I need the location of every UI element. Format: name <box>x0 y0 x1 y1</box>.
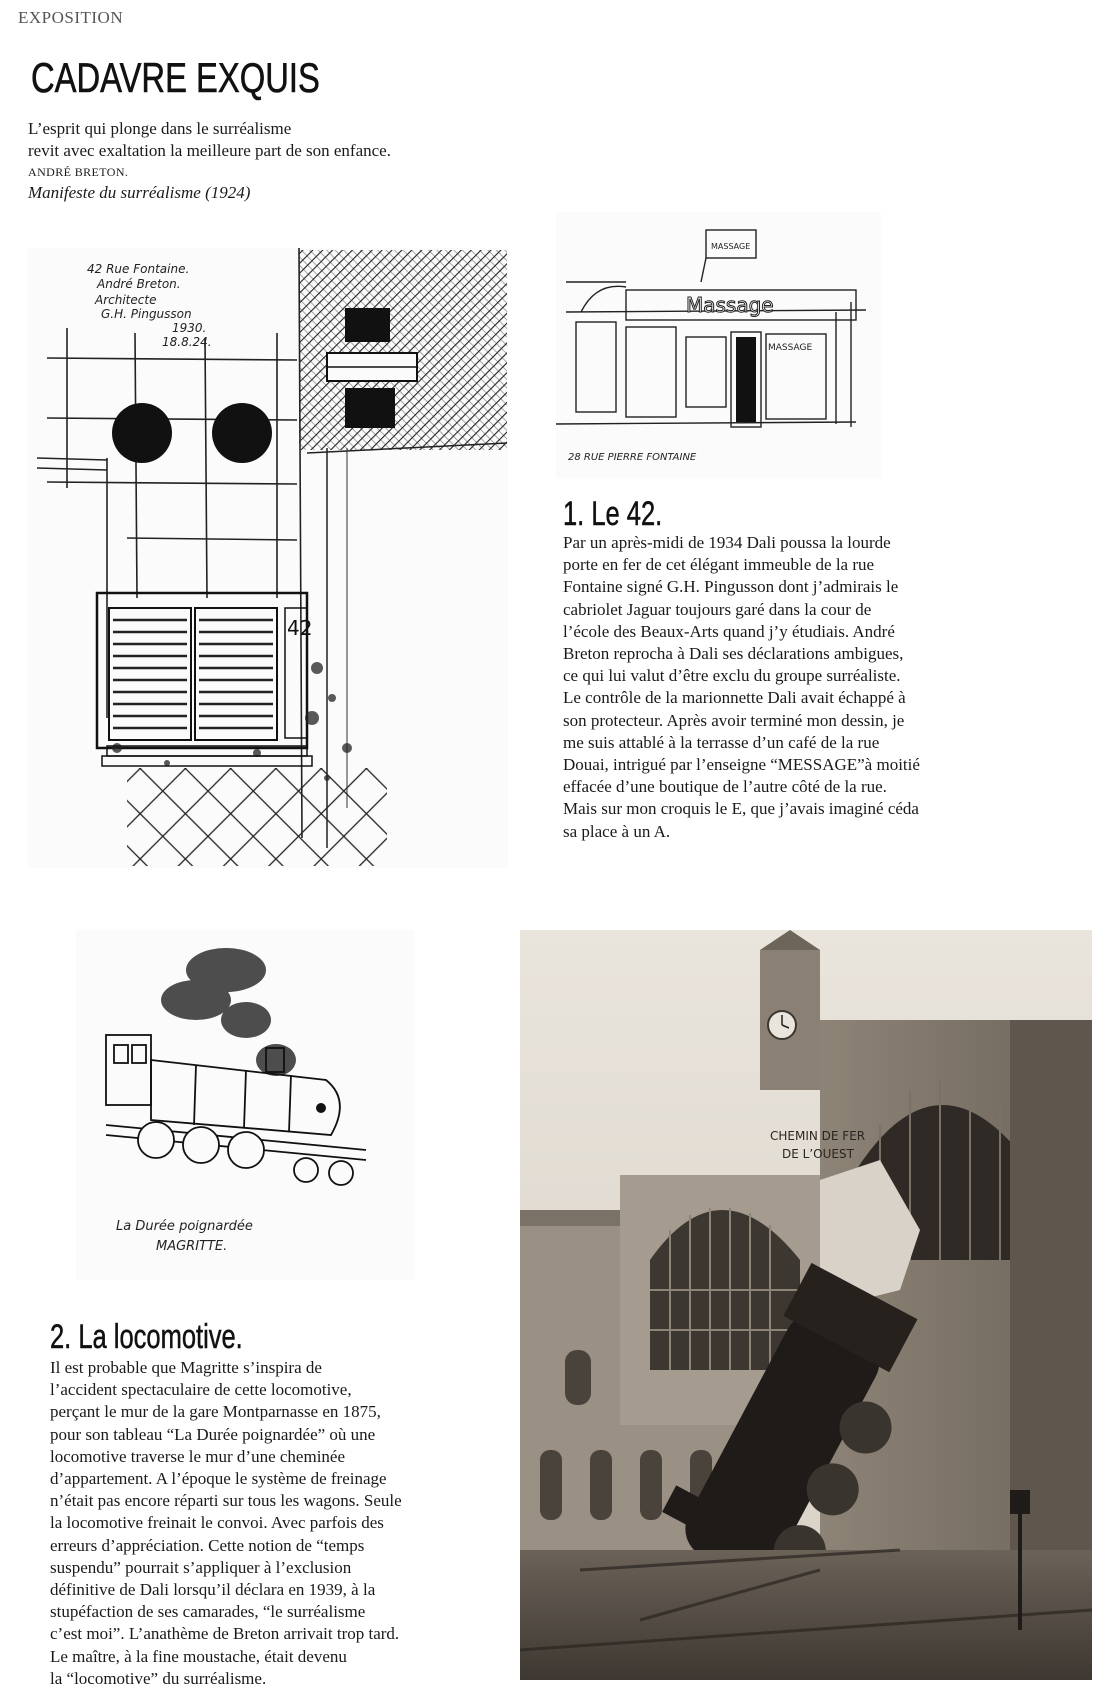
section2-line: erreurs d’appréciation. Cette notion de “temps <box>50 1535 365 1555</box>
section2-line: l’accident spectaculaire de cette locomotive, <box>50 1380 352 1400</box>
section1-line: me suis attablé à la terrasse d’un café de la rue <box>563 732 880 752</box>
train-caption-line-2: MAGRITTE. <box>156 1239 228 1254</box>
massage-shop-drawing <box>556 212 881 478</box>
section2-line: d’appartement. A l’époque le système de freinage <box>50 1469 387 1489</box>
small-sign-top: MASSAGE <box>711 242 751 251</box>
quote-line-2: revit avec exaltation la meilleure part de son enfance. <box>28 141 391 160</box>
section2-line: n’était pas encore réparti sur tous les wagons. Seule <box>50 1491 402 1511</box>
section1-line: son protecteur. Après avoir terminé mon dessin, je <box>563 710 905 730</box>
annotation-line-1: 42 Rue Fontaine. <box>87 262 190 276</box>
section1-line: porte en fer de cet élégant immeuble de la rue <box>563 555 875 575</box>
photo-montparnasse-accident <box>520 930 1092 1680</box>
section2-line: Le maître, à la fine moustache, était devenu <box>50 1646 347 1666</box>
section2-line: la “locomotive” du surréalisme. <box>50 1668 267 1688</box>
section-label: EXPOSITION <box>18 8 124 27</box>
section1-title: 1. Le 42. <box>563 495 663 533</box>
train-caption-line-1: La Durée poignardée <box>116 1219 253 1234</box>
section1-line: Par un après-midi de 1934 Dali poussa la lourde <box>563 533 891 552</box>
section2-title: 2. La locomotive. <box>50 1318 243 1356</box>
section1-line: Breton reprocha à Dali ses déclarations ambigues, <box>563 644 904 664</box>
section1-line: sa place à un A. <box>563 821 671 841</box>
window-sign: MASSAGE <box>768 343 813 353</box>
section1-line: Douai, intrigué par l’enseigne “MESSAGE”à moitié <box>563 755 920 775</box>
epigraph-quote <box>28 118 488 204</box>
section1-line: Mais sur mon croquis le E, que j’avais imaginé céda <box>563 799 919 819</box>
building-drawing <box>27 248 508 868</box>
section2-line: c’est moi”. L’anathème de Breton arrivait trop tard. <box>50 1624 400 1644</box>
sketch-massage-shop <box>556 212 881 478</box>
section2-line: pour son tableau “La Durée poignardée” où une <box>50 1424 376 1444</box>
door-number: 42 <box>287 616 313 640</box>
section1-line: Fontaine signé G.H. Pingusson dont j’admirais le <box>563 577 899 597</box>
section2-line: locomotive traverse le mur d’une cheminée <box>50 1446 346 1466</box>
sketch-42-rue-fontaine <box>27 248 508 868</box>
locomotive-drawing <box>76 930 414 1280</box>
section1-line: cabriolet Jaguar toujours garé dans la cour de <box>563 599 872 619</box>
section1-line: effacée d’une boutique de l’autre côté de la rue. <box>563 777 887 797</box>
sketch-locomotive <box>76 930 414 1280</box>
station-photo <box>520 930 1092 1680</box>
massage-caption: 28 RUE PIERRE FONTAINE <box>568 452 697 463</box>
section1-line: Le contrôle de la marionnette Dali avait échappé à <box>563 688 906 708</box>
annotation-line-3: Architecte <box>95 293 157 307</box>
section1-body <box>563 532 920 843</box>
quote-work: Manifeste du surréalisme (1924) <box>28 183 251 202</box>
section2-line: stupéfaction de ses camarades, “le surréalisme <box>50 1602 366 1622</box>
quote-line-1: L’esprit qui plonge dans le surréalisme <box>28 119 292 138</box>
facade-text-2: DE L’OUEST <box>782 1147 854 1161</box>
section2-line: la locomotive freinait le convoi. Avec parfois des <box>50 1513 384 1533</box>
section2-line: suspendu” pourrait s’appliquer à l’exclusion <box>50 1557 352 1577</box>
section2-body <box>50 1357 402 1690</box>
section2-line: Il est probable que Magritte s’inspira de <box>50 1358 322 1377</box>
page-title: CADAVRE EXQUIS <box>31 54 320 101</box>
section2-line: définitive de Dali lorsqu’il déclara en 1939, à la <box>50 1580 376 1600</box>
annotation-line-5: 1930. <box>172 321 207 335</box>
massage-sign: Massage <box>686 293 774 317</box>
section2-line: perçant le mur de la gare Montparnasse en 1875, <box>50 1402 381 1422</box>
annotation-line-2: André Breton. <box>97 277 181 291</box>
section1-line: l’école des Beaux-Arts quand j’y étudiais. André <box>563 621 895 641</box>
annotation-line-6: 18.8.24. <box>162 335 212 349</box>
section1-line: ce qui lui valut d’être exclu du groupe surréaliste. <box>563 666 901 686</box>
annotation-line-4: G.H. Pingusson <box>101 307 192 321</box>
facade-text-1: CHEMIN DE FER <box>770 1129 866 1143</box>
quote-author: ANDRÉ BRETON. <box>28 165 129 179</box>
